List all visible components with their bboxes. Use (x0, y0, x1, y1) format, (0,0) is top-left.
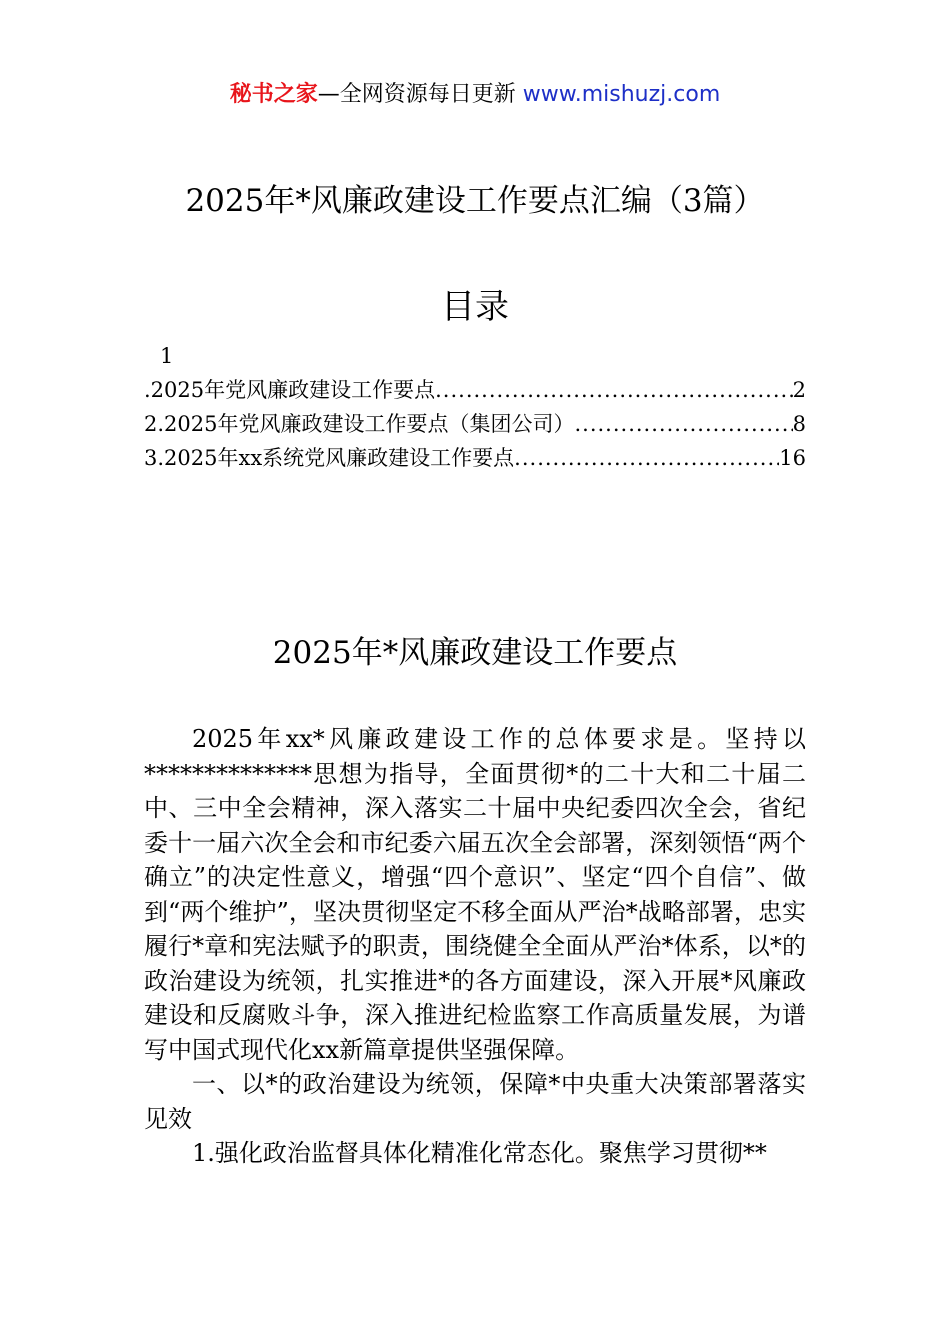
site-url-link[interactable]: www.mishuzj.com (522, 82, 721, 107)
site-tagline: —全网资源每日更新 (317, 82, 523, 107)
section-body (144, 722, 806, 1171)
site-header (0, 78, 950, 112)
toc-leader-dots (574, 407, 792, 441)
body-paragraph: 1.强化政治监督具体化精准化常态化。聚焦学习贯彻** (192, 1139, 767, 1167)
toc-entry[interactable] (144, 441, 806, 475)
body-heading: 一、以*的政治建设为统领，保障*中央重大决策部署落实见效 (144, 1070, 806, 1133)
toc-heading: 目录 (441, 287, 509, 327)
toc-entry-title: .2025年党风廉政建设工作要点 (144, 378, 436, 402)
toc-entry-page: 16 (779, 446, 806, 470)
toc-leader-dots (514, 441, 779, 475)
toc-entry-page: 8 (792, 412, 806, 436)
toc-entry-title: 3.2025年xx系统党风廉政建设工作要点 (144, 446, 515, 470)
body-paragraph: 2025年xx*风廉政建设工作的总体要求是。坚持以**************思想为指导，全面贯彻*的二十大和二十届二中、三中全会精神，深入落实二十届中央纪委四次全会，省纪委十一届六次全会和市纪委六届五次全会部署，深刻领悟“两个确立”的决定性意义，增强“四个意识”、坚定“四个自信”、做到“两个维护”，坚决贯彻坚定不移全面从严治*战略部署，忠实履行*章和宪法赋予的职责，围绕健全全面从严治*体系，以*的政治建设为统领，扎实推进*的各方面建设，深入开展*风廉政建设和反腐败斗争，深入推进纪检监察工作高质量发展，为谱写中国式现代化xx新篇章提供坚强保障。 (144, 725, 806, 1064)
toc-entry[interactable] (144, 373, 806, 407)
site-brand: 秘书之家 (229, 82, 318, 107)
toc-entry-number: 1 (160, 344, 174, 368)
toc-leader-dots (435, 373, 793, 407)
document-title: 2025年*风廉政建设工作要点汇编（3篇） (185, 183, 765, 219)
section-title: 2025年*风廉政建设工作要点 (272, 635, 678, 671)
toc-entry[interactable] (144, 407, 806, 441)
toc-entry-title: 2.2025年党风廉政建设工作要点（集团公司） (144, 412, 575, 436)
table-of-contents (144, 339, 806, 475)
toc-entry-page: 2 (792, 378, 806, 402)
